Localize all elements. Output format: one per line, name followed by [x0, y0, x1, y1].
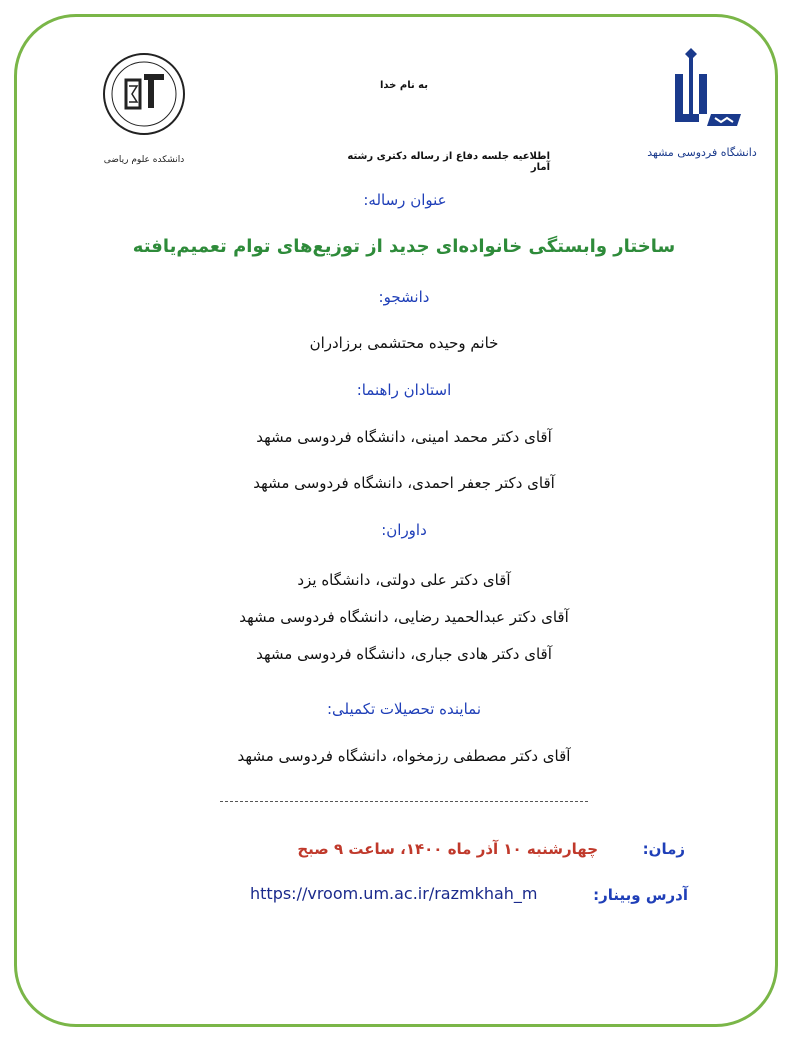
supervisors-label: استادان راهنما:	[356, 381, 452, 399]
webinar-link[interactable]: https://vroom.um.ac.ir/razmkhah_m	[250, 884, 538, 903]
representative-name: آقای دکتر مصطفی رزمخواه، دانشگاه فردوسی مشهد	[237, 747, 571, 765]
referee-3: آقای دکتر هادی جباری، دانشگاه فردوسی مشهد	[256, 645, 552, 663]
referees-label: داوران:	[381, 521, 427, 539]
thesis-title-label: عنوان رساله:	[363, 191, 447, 209]
math-faculty-logo	[98, 44, 190, 169]
defense-notice: اطلاعیه جلسه دفاع از رساله دکتری رشته آمار	[347, 151, 550, 173]
thesis-title: ساختار وابستگی خانواده‌ای جدید از توزیع‌های توام تعمیم‌یافته	[132, 236, 676, 257]
representative-label: نماینده تحصیلات تکمیلی:	[326, 700, 482, 718]
webinar-label: آدرس وبینار:	[593, 886, 688, 904]
bismillah: به نام خدا	[379, 80, 429, 91]
time-value: چهارشنبه ۱۰ آذر ماه ۱۴۰۰، ساعت ۹ صبح	[297, 840, 598, 858]
supervisor-2: آقای دکتر جعفر احمدی، دانشگاه فردوسی مشهد	[253, 474, 555, 492]
svg-text:دانشکده علوم ریاضی: دانشکده علوم ریاضی	[103, 155, 185, 165]
student-label: دانشجو:	[378, 288, 430, 306]
ferdowsi-university-logo	[647, 44, 757, 164]
referee-2: آقای دکتر عبدالحمید رضایی، دانشگاه فردوسی مشهد	[239, 608, 569, 626]
dashed-divider	[220, 801, 588, 802]
student-name: خانم وحیده محتشمی برزادران	[309, 334, 499, 352]
referee-1: آقای دکتر علی دولتی، دانشگاه یزد	[297, 571, 511, 589]
time-label: زمان:	[642, 840, 685, 858]
supervisor-1: آقای دکتر محمد امینی، دانشگاه فردوسی مشهد	[256, 428, 552, 446]
svg-text:دانشگاه فردوسی مشهد: دانشگاه فردوسی مشهد	[647, 146, 757, 159]
